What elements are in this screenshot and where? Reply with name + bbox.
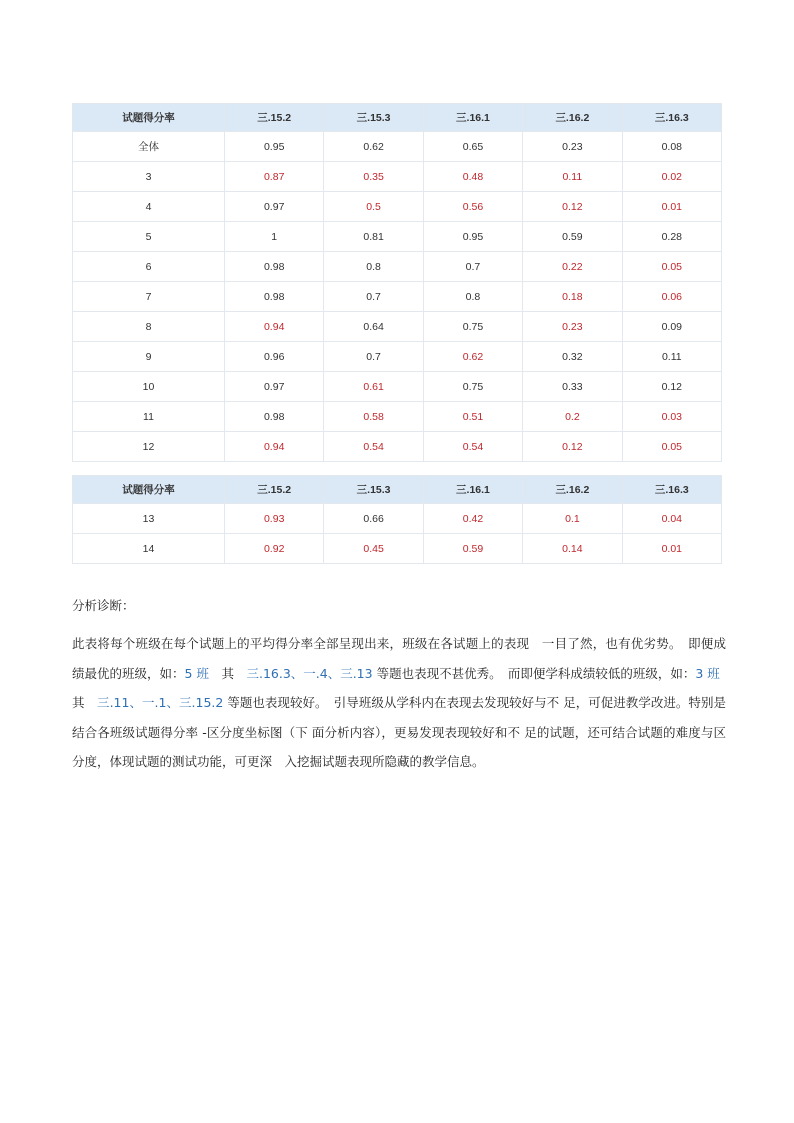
row-label: 4	[73, 192, 225, 222]
header-item-5: 三.16.3	[622, 476, 721, 504]
score-rate-table-1	[72, 103, 722, 462]
table-row	[73, 534, 722, 564]
score-cell: 0.96	[225, 342, 324, 372]
header-item-3: 三.16.1	[423, 104, 522, 132]
highlight-text: 三.16.3、一.4、三.13	[246, 665, 373, 681]
table-row	[73, 504, 722, 534]
score-cell-low: 0.54	[423, 432, 522, 462]
header-item-2: 三.15.3	[324, 104, 423, 132]
highlight-text: 5 班	[184, 665, 209, 681]
score-cell-low: 0.12	[523, 432, 622, 462]
analysis-paragraph	[72, 629, 733, 777]
score-cell-low: 0.06	[622, 282, 721, 312]
table-header-row	[73, 476, 722, 504]
score-cell: 0.62	[324, 132, 423, 162]
score-cell-low: 0.05	[622, 432, 721, 462]
row-label: 14	[73, 534, 225, 564]
score-cell-low: 0.58	[324, 402, 423, 432]
row-label: 13	[73, 504, 225, 534]
score-cell: 0.7	[324, 342, 423, 372]
score-cell-low: 0.18	[523, 282, 622, 312]
score-cell-low: 0.03	[622, 402, 721, 432]
table-row	[73, 222, 722, 252]
analysis-section	[72, 595, 733, 777]
score-cell-low: 0.59	[423, 534, 522, 564]
table-row	[73, 162, 722, 192]
table-row	[73, 132, 722, 162]
score-cell: 0.28	[622, 222, 721, 252]
row-label: 全体	[73, 132, 225, 162]
highlight-text: 3 班	[695, 665, 720, 681]
header-item-1: 三.15.2	[225, 476, 324, 504]
score-cell-low: 0.23	[523, 312, 622, 342]
score-cell: 0.98	[225, 252, 324, 282]
score-cell-low: 0.56	[423, 192, 522, 222]
highlight-text: 三.11、一.1、三.15.2	[97, 695, 224, 710]
score-cell-low: 0.12	[523, 192, 622, 222]
table-row	[73, 372, 722, 402]
score-cell-low: 0.62	[423, 342, 522, 372]
table-header-row	[73, 104, 722, 132]
score-cell-low: 0.22	[523, 252, 622, 282]
score-cell-low: 0.42	[423, 504, 522, 534]
table-row	[73, 402, 722, 432]
score-cell: 0.11	[622, 342, 721, 372]
score-cell-low: 0.05	[622, 252, 721, 282]
score-cell-low: 0.87	[225, 162, 324, 192]
score-cell-low: 0.92	[225, 534, 324, 564]
score-cell: 0.75	[423, 372, 522, 402]
header-item-2: 三.15.3	[324, 476, 423, 504]
table-row	[73, 342, 722, 372]
text-segment: 等题也表现不甚优秀。 而即便学科成绩较低的班级，如：	[372, 665, 696, 681]
score-cell-low: 0.1	[523, 504, 622, 534]
score-cell: 0.32	[523, 342, 622, 372]
score-cell: 0.98	[225, 402, 324, 432]
score-cell-low: 0.14	[523, 534, 622, 564]
score-cell-low: 0.48	[423, 162, 522, 192]
score-cell-low: 0.01	[622, 534, 721, 564]
row-label: 3	[73, 162, 225, 192]
row-label: 5	[73, 222, 225, 252]
row-label: 7	[73, 282, 225, 312]
score-cell: 0.7	[423, 252, 522, 282]
score-cell-low: 0.11	[523, 162, 622, 192]
score-cell: 0.12	[622, 372, 721, 402]
text-segment: 等题也表现较好。 引导班级从学科内在表现去发现较好与不 足，可促进教学改进。特别是结合各班级试题得分率 -区分度坐标图（下 面分析内容），更易发现表现较好和不 足的试题，还可结合试题的难度与区分度，体现试题的测试功能，可更深 入挖掘试题表现所隐藏的教学信息。	[72, 695, 726, 769]
header-item-3: 三.16.1	[423, 476, 522, 504]
table-row	[73, 432, 722, 462]
score-cell: 0.98	[225, 282, 324, 312]
score-cell-low: 0.61	[324, 372, 423, 402]
header-row-label: 试题得分率	[73, 104, 225, 132]
row-label: 9	[73, 342, 225, 372]
score-cell-low: 0.93	[225, 504, 324, 534]
score-cell-low: 0.04	[622, 504, 721, 534]
score-cell: 0.95	[423, 222, 522, 252]
score-cell-low: 0.94	[225, 312, 324, 342]
score-cell: 0.8	[423, 282, 522, 312]
score-cell: 0.08	[622, 132, 721, 162]
score-cell: 0.97	[225, 192, 324, 222]
score-rate-table-2	[72, 475, 722, 564]
score-cell: 0.59	[523, 222, 622, 252]
score-cell: 1	[225, 222, 324, 252]
score-cell-low: 0.45	[324, 534, 423, 564]
score-cell: 0.65	[423, 132, 522, 162]
row-label: 10	[73, 372, 225, 402]
score-cell: 0.97	[225, 372, 324, 402]
score-cell: 0.09	[622, 312, 721, 342]
row-label: 12	[73, 432, 225, 462]
score-cell-low: 0.2	[523, 402, 622, 432]
text-segment: 其	[72, 665, 733, 710]
score-cell-low: 0.94	[225, 432, 324, 462]
header-item-1: 三.15.2	[225, 104, 324, 132]
header-item-5: 三.16.3	[622, 104, 721, 132]
table-row	[73, 192, 722, 222]
score-cell: 0.8	[324, 252, 423, 282]
table-row	[73, 282, 722, 312]
row-label: 11	[73, 402, 225, 432]
score-cell: 0.66	[324, 504, 423, 534]
score-cell: 0.33	[523, 372, 622, 402]
score-cell-low: 0.5	[324, 192, 423, 222]
header-item-4: 三.16.2	[523, 476, 622, 504]
score-cell: 0.7	[324, 282, 423, 312]
score-cell-low: 0.35	[324, 162, 423, 192]
header-row-label: 试题得分率	[73, 476, 225, 504]
text-segment: 其	[208, 665, 247, 681]
header-item-4: 三.16.2	[523, 104, 622, 132]
text-segment: 此表将每个班级在每个试题上的平均得分率全部呈现出来，班级在各试题上的表现 一目了然，也有优劣势。 即便成绩最优的班级，如：	[72, 636, 726, 681]
score-cell-low: 0.01	[622, 192, 721, 222]
score-cell: 0.81	[324, 222, 423, 252]
score-cell-low: 0.54	[324, 432, 423, 462]
table-row	[73, 252, 722, 282]
row-label: 8	[73, 312, 225, 342]
score-cell: 0.95	[225, 132, 324, 162]
score-cell-low: 0.51	[423, 402, 522, 432]
score-cell-low: 0.02	[622, 162, 721, 192]
score-cell: 0.75	[423, 312, 522, 342]
score-cell: 0.23	[523, 132, 622, 162]
score-cell: 0.64	[324, 312, 423, 342]
row-label: 6	[73, 252, 225, 282]
table-row	[73, 312, 722, 342]
analysis-title: 分析诊断：	[72, 598, 135, 613]
